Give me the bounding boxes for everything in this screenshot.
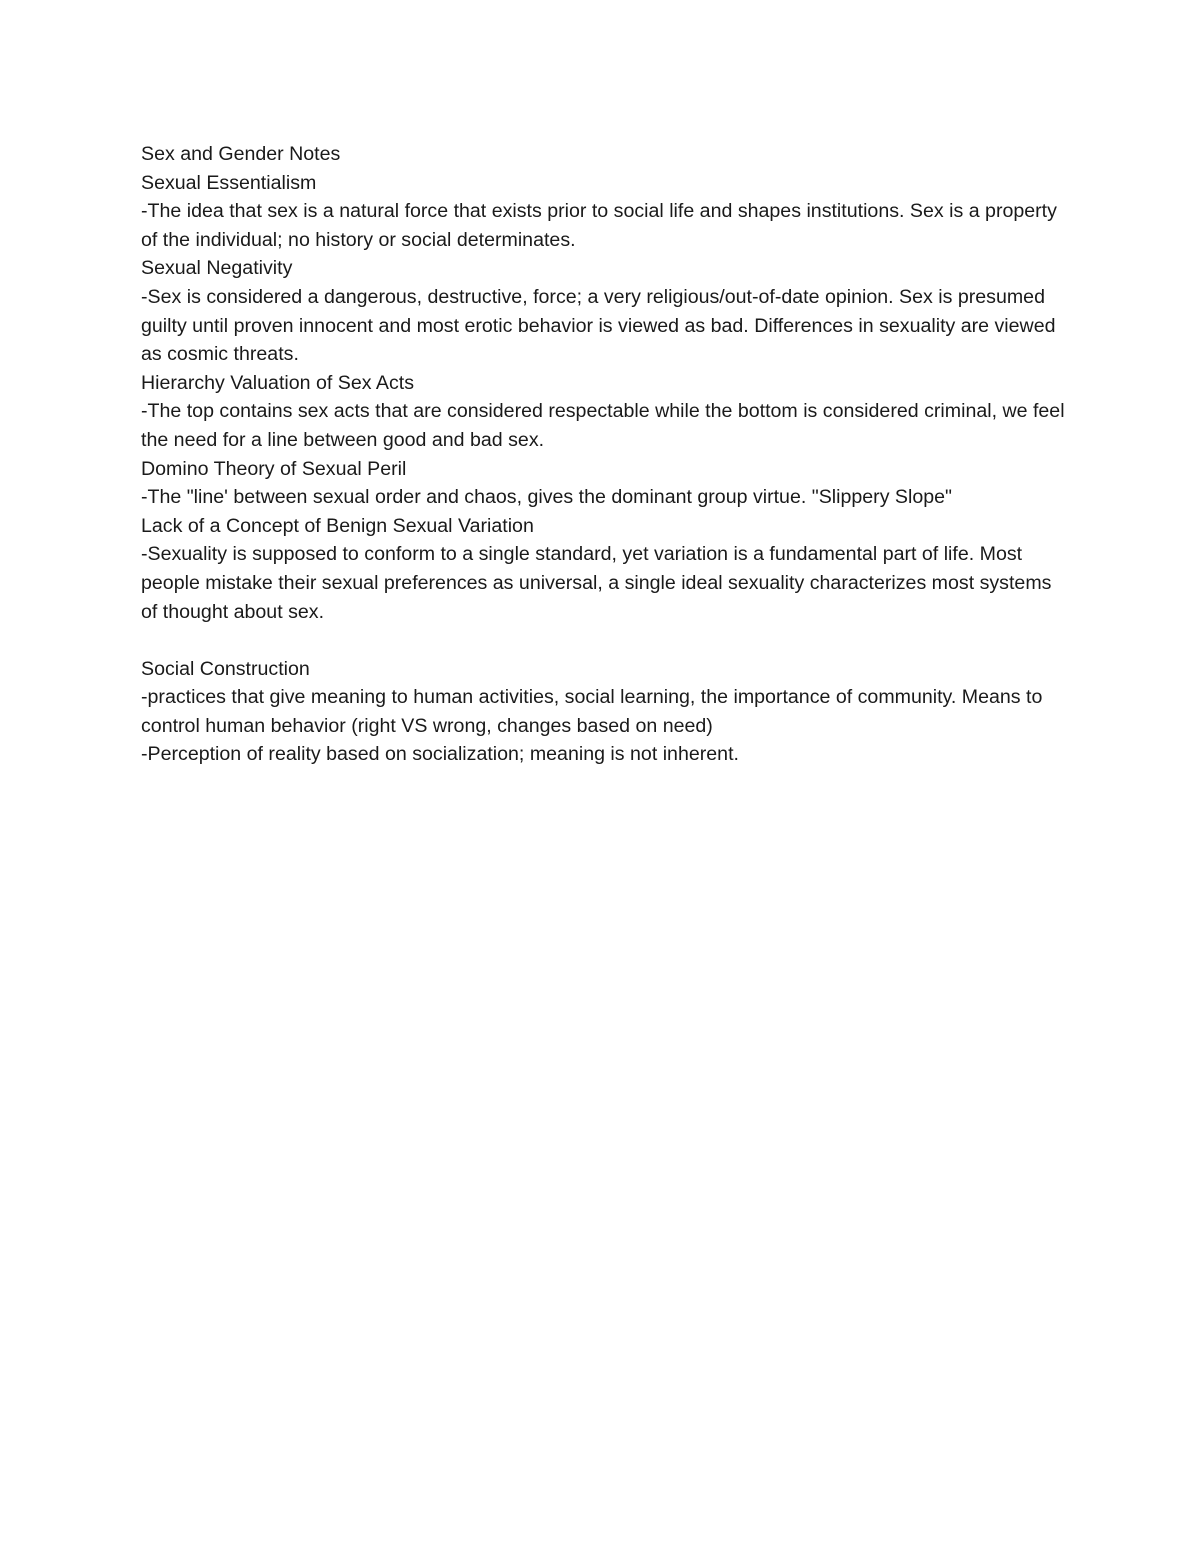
section-heading-benign-variation: Lack of a Concept of Benign Sexual Variation bbox=[141, 514, 534, 537]
section-body-sexual-essentialism: -The idea that sex is a natural force that exists prior to social life and shapes institutions. Sex is a property of the individual; no history or social determinates. bbox=[141, 200, 1057, 251]
document-content bbox=[141, 140, 1071, 769]
section-body-domino-theory: -The "line' between sexual order and chaos, gives the dominant group virtue. "Slippery Slope" bbox=[141, 486, 952, 509]
section-body-social-construction-1: -practices that give meaning to human activities, social learning, the importance of community. Means to control human behavior (right VS wrong, changes based on need) bbox=[141, 686, 1043, 737]
section-body-hierarchy-valuation: -The top contains sex acts that are considered respectable while the bottom is considered criminal, we feel the need for a line between good and bad sex. bbox=[141, 400, 1065, 451]
section-body-benign-variation: -Sexuality is supposed to conform to a single standard, yet variation is a fundamental part of life. Most people mistake their sexual preferences as universal, a single ideal sexuality characterizes most systems of thought about sex. bbox=[141, 543, 1052, 623]
section-heading-social-construction: Social Construction bbox=[141, 657, 310, 680]
section-body-sexual-negativity: -Sex is considered a dangerous, destructive, force; a very religious/out-of-date opinion. Sex is presumed guilty until proven innocent and most erotic behavior is viewed as bad. Differences in sexuality are viewed as cosmic threats. bbox=[141, 285, 1056, 366]
section-body-social-construction-2: -Perception of reality based on socialization; meaning is not inherent. bbox=[141, 743, 739, 766]
section-heading-domino-theory: Domino Theory of Sexual Peril bbox=[141, 457, 407, 480]
blank-line bbox=[141, 626, 1071, 655]
section-heading-hierarchy-valuation: Hierarchy Valuation of Sex Acts bbox=[141, 371, 414, 394]
section-heading-sexual-negativity: Sexual Negativity bbox=[141, 257, 293, 280]
document-title: Sex and Gender Notes bbox=[141, 143, 341, 165]
section-heading-sexual-essentialism: Sexual Essentialism bbox=[141, 171, 317, 194]
